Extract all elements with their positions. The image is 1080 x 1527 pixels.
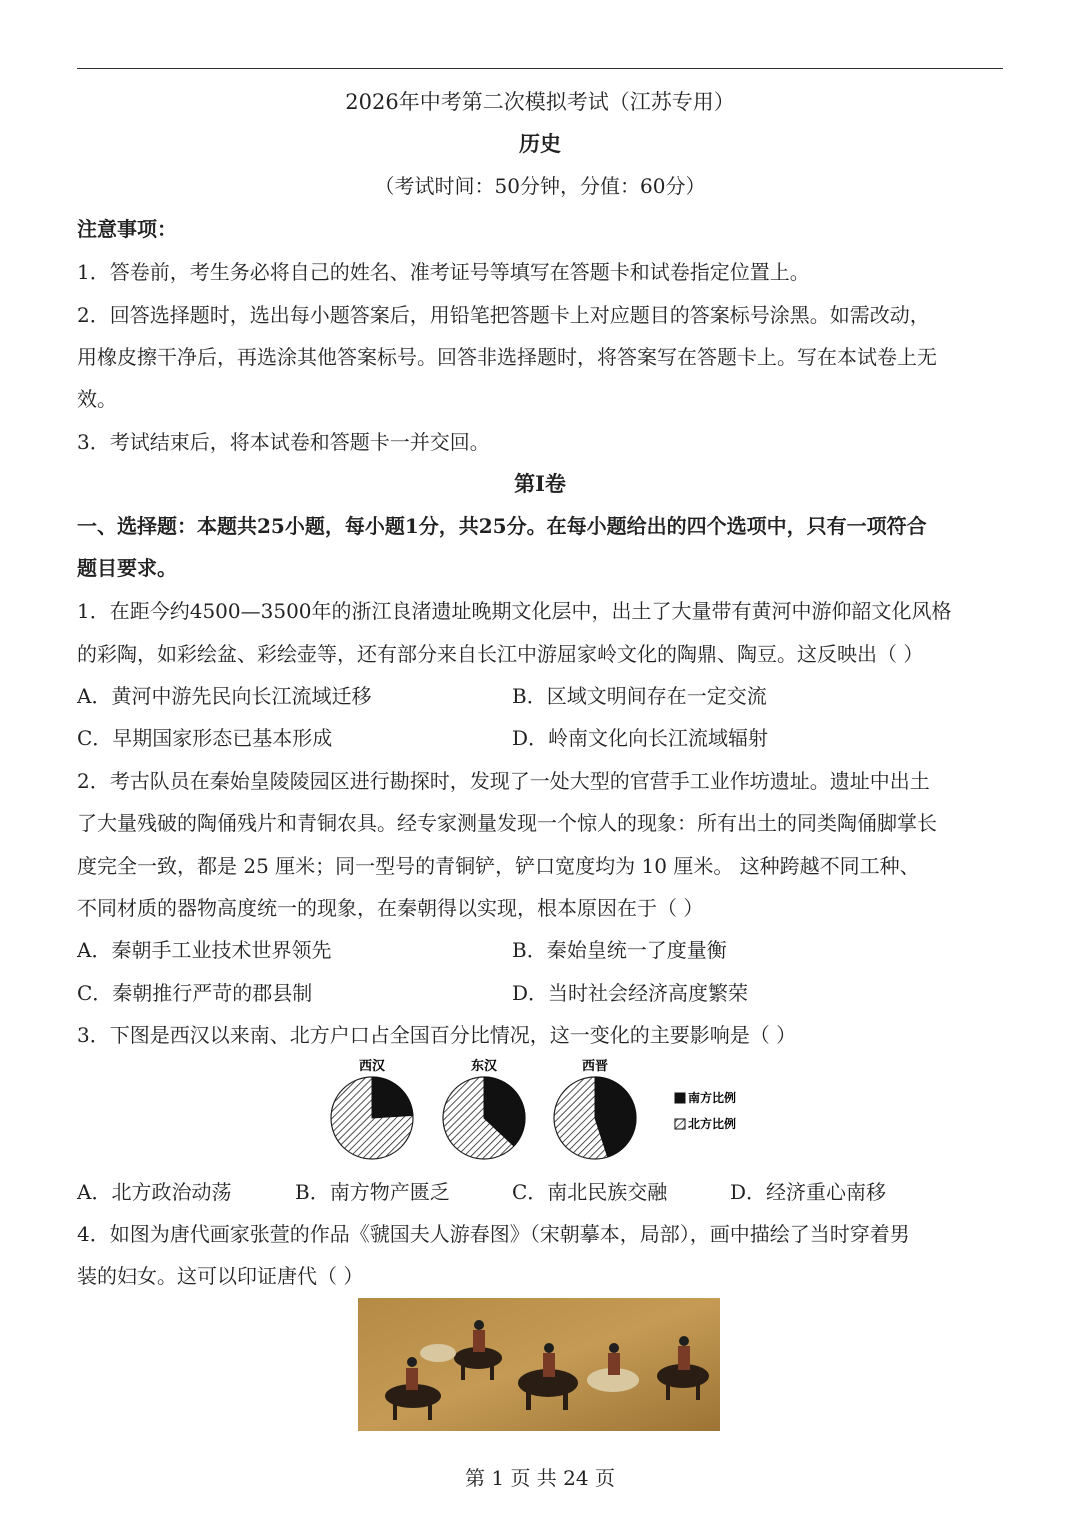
pie-chart-svg xyxy=(320,1052,760,1168)
option-d: D．岭南文化向长江流域辐射 xyxy=(512,726,769,750)
notice-line: 效。 xyxy=(77,387,117,411)
notice-line: 3．考试结束后，将本试卷和答题卡一并交回。 xyxy=(77,430,490,454)
pie-title: 西汉 xyxy=(358,1059,386,1074)
option-c: C．南北民族交融 xyxy=(512,1180,668,1204)
question-stem: 装的妇女。这可以印证唐代（ ） xyxy=(77,1264,364,1288)
notice-line: 2．回答选择题时，选出每小题答案后，用铅笔把答题卡上对应题目的答案标号涂黑。如需改动， xyxy=(77,303,930,327)
pie-title: 东汉 xyxy=(470,1059,498,1074)
option-b: B．秦始皇统一了度量衡 xyxy=(512,938,727,962)
option-b: B．区域文明间存在一定交流 xyxy=(512,684,767,708)
pie-title: 西晋 xyxy=(581,1059,609,1074)
question-stem: 度完全一致，都是 25 厘米；同一型号的青铜铲，铲口宽度均为 10 厘米。 这种跨越不同工种、 xyxy=(77,854,920,878)
legend-swatch xyxy=(675,1093,685,1103)
legend-label: 北方比例 xyxy=(688,1117,737,1131)
question-stem: 不同材质的器物高度统一的现象，在秦朝得以实现，根本原因在于（ ） xyxy=(77,896,704,920)
population-pie-charts xyxy=(320,1052,760,1168)
notice-line: 用橡皮擦干净后，再选涂其他答案标号。回答非选择题时，将答案写在答题卡上。写在本试卷上无 xyxy=(77,345,937,369)
notice-heading: 注意事项： xyxy=(77,217,177,241)
section-instruction: 一、选择题：本题共25小题，每小题1分，共25分。在每小题给出的四个选项中，只有一项符合 xyxy=(77,514,927,538)
option-a: A．秦朝手工业技术世界领先 xyxy=(77,938,332,962)
option-c: C．早期国家形态已基本形成 xyxy=(77,726,333,750)
section-instruction: 题目要求。 xyxy=(77,556,177,580)
option-d: D．经济重心南移 xyxy=(730,1180,887,1204)
header-rule xyxy=(77,68,1003,69)
painting-illustration xyxy=(358,1298,720,1431)
volume-title: 第I卷 xyxy=(514,471,566,496)
question-stem: 了大量残破的陶俑残片和青铜农具。经专家测量发现一个惊人的现象：所有出土的同类陶俑脚掌长 xyxy=(77,811,937,835)
option-b: B．南方物产匮乏 xyxy=(295,1180,450,1204)
option-c: C．秦朝推行严苛的郡县制 xyxy=(77,981,313,1005)
legend-label: 南方比例 xyxy=(688,1091,737,1105)
question-stem: 3．下图是西汉以来南、北方户口占全国百分比情况，这一变化的主要影响是（ ） xyxy=(77,1023,797,1047)
page-number: 第 1 页 共 24 页 xyxy=(465,1466,615,1490)
question-stem: 2．考古队员在秦始皇陵陵园区进行勘探时，发现了一处大型的官营手工业作坊遗址。遗址中出土 xyxy=(77,769,930,793)
exam-time-score: （考试时间：50分钟，分值：60分） xyxy=(374,174,706,198)
painting-image xyxy=(358,1298,720,1431)
subject-title: 历史 xyxy=(519,131,561,156)
question-stem: 4．如图为唐代画家张萱的作品《虢国夫人游春图》（宋朝摹本，局部），画中描绘了当时穿着男 xyxy=(77,1222,910,1246)
option-a: A．黄河中游先民向长江流域迁移 xyxy=(77,684,372,708)
exam-title: 2026年中考第二次模拟考试（江苏专用） xyxy=(345,90,735,114)
question-stem: 的彩陶，如彩绘盆、彩绘壶等，还有部分来自长江中游屈家岭文化的陶鼎、陶豆。这反映出（ ） xyxy=(77,642,924,666)
notice-line: 1．答卷前，考生务必将自己的姓名、准考证号等填写在答题卡和试卷指定位置上。 xyxy=(77,260,810,284)
pie-slice-south xyxy=(372,1077,413,1118)
option-a: A．北方政治动荡 xyxy=(77,1180,232,1204)
legend-swatch xyxy=(675,1119,685,1129)
option-d: D．当时社会经济高度繁荣 xyxy=(512,981,749,1005)
question-stem: 1．在距今约4500—3500年的浙江良渚遗址晚期文化层中，出土了大量带有黄河中游仰韶文化风格 xyxy=(77,599,952,623)
